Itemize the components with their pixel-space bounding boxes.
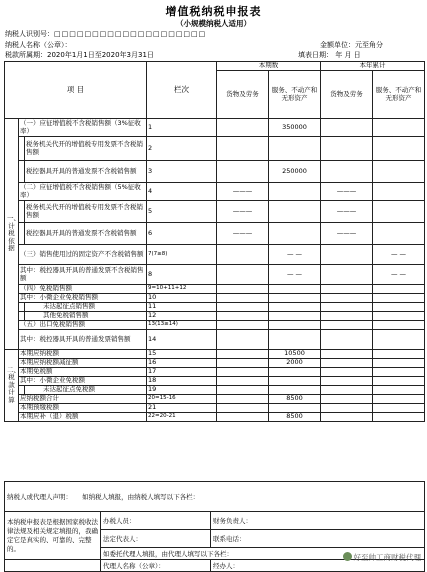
row-line: 20=15-16 bbox=[147, 395, 217, 404]
self-fill-note: 如纳税人填报，由纳税人填写以下各栏： bbox=[82, 492, 200, 501]
row-line: 21 bbox=[147, 404, 217, 413]
row-line: 8 bbox=[147, 265, 217, 285]
row-ytd-services[interactable] bbox=[373, 413, 425, 422]
row-line: 16 bbox=[147, 359, 217, 368]
row-item: 本期应补（退）税额 bbox=[19, 413, 147, 422]
row-ytd-goods[interactable] bbox=[321, 330, 373, 350]
row-ytd-services[interactable] bbox=[373, 395, 425, 404]
declaration-row bbox=[5, 482, 425, 512]
row-ytd-goods[interactable] bbox=[321, 285, 373, 294]
row-item: 其中：税控器具开具的普通发票不含税销售额 bbox=[19, 265, 147, 285]
row-services[interactable] bbox=[269, 183, 321, 201]
row-ytd-goods[interactable] bbox=[321, 386, 373, 395]
row-ytd-goods[interactable] bbox=[321, 368, 373, 377]
row-ytd-services[interactable] bbox=[373, 377, 425, 386]
row-goods[interactable] bbox=[217, 395, 269, 404]
watermark bbox=[343, 552, 422, 563]
row-line: 3 bbox=[147, 161, 217, 183]
row-item: 本期预缴税额 bbox=[19, 404, 147, 413]
column-header-current: 本期数 bbox=[217, 62, 321, 71]
row-line: 11 bbox=[147, 303, 217, 312]
row-ytd-services[interactable] bbox=[373, 137, 425, 161]
row-ytd-goods[interactable] bbox=[321, 312, 373, 321]
row-line: 22=20-21 bbox=[147, 413, 217, 422]
row-goods[interactable] bbox=[217, 330, 269, 350]
column-header-line: 栏次 bbox=[147, 62, 217, 119]
row-ytd-services[interactable]: — — bbox=[373, 265, 425, 285]
column-header-ytd-goods: 货物及劳务 bbox=[321, 71, 373, 119]
declaration-label: 纳税人或代理人声明： bbox=[7, 492, 72, 501]
taxpayer-id-label: 纳税人识别号： bbox=[5, 30, 54, 38]
row-services[interactable] bbox=[269, 368, 321, 377]
row-ytd-services[interactable] bbox=[373, 359, 425, 368]
row-line: 13(13≥14) bbox=[147, 321, 217, 330]
row-ytd-goods[interactable] bbox=[321, 350, 373, 359]
row-item: 未达起征点销售额 bbox=[25, 303, 147, 312]
row-services[interactable]: 8500 bbox=[269, 413, 321, 422]
row-line: 19 bbox=[147, 386, 217, 395]
agent-fill-note: 如委托代理人填报，由代理人填写以下各栏： bbox=[101, 548, 425, 560]
row-ytd-goods[interactable] bbox=[321, 395, 373, 404]
row-line: 6 bbox=[147, 223, 217, 245]
row-services[interactable] bbox=[269, 201, 321, 223]
section-tax-calc-label: 二、税款计算 bbox=[5, 350, 19, 422]
row-goods[interactable] bbox=[217, 359, 269, 368]
row-goods[interactable] bbox=[217, 303, 269, 312]
row-ytd-services[interactable] bbox=[373, 303, 425, 312]
finance-head-field[interactable]: 财务负责人： bbox=[211, 512, 425, 530]
row-ytd-services[interactable] bbox=[373, 350, 425, 359]
phone-field[interactable]: 联系电话： bbox=[211, 530, 425, 548]
row-ytd-goods[interactable] bbox=[321, 245, 373, 265]
row-item: 税控器具开具的普通发票不含税销售额 bbox=[25, 161, 147, 183]
declaration-table bbox=[4, 61, 425, 422]
row-line: 15 bbox=[147, 350, 217, 359]
column-header-item: 项 目 bbox=[5, 62, 147, 119]
row-item: （五）出口免税销售额 bbox=[19, 321, 147, 330]
row-goods[interactable]: ——— bbox=[217, 223, 269, 245]
row-services[interactable]: — — bbox=[269, 265, 321, 285]
row-item: 其中：税控器具开具的普通发票销售额 bbox=[19, 330, 147, 350]
handler-field[interactable]: 办税人员： bbox=[101, 512, 211, 530]
row-services[interactable] bbox=[269, 223, 321, 245]
row-goods[interactable] bbox=[217, 377, 269, 386]
row-ytd-goods[interactable] bbox=[321, 404, 373, 413]
row-goods[interactable] bbox=[217, 285, 269, 294]
row-goods[interactable]: ——— bbox=[217, 201, 269, 223]
row-services[interactable] bbox=[269, 377, 321, 386]
column-header-services: 服务、不动产和无形资产 bbox=[269, 71, 321, 119]
taxpayer-name-label: 纳税人名称（公章）： bbox=[5, 41, 72, 49]
row-item: 税控器具开具的普通发票不含税销售额 bbox=[25, 223, 147, 245]
row-services[interactable] bbox=[269, 312, 321, 321]
row-item: （二）应征增值税不含税销售额（5%征收率） bbox=[19, 183, 147, 201]
row-ytd-goods[interactable] bbox=[321, 137, 373, 161]
row-services[interactable] bbox=[269, 330, 321, 350]
row-ytd-goods[interactable]: ——— bbox=[321, 201, 373, 223]
row-ytd-services[interactable] bbox=[373, 386, 425, 395]
row-item: 税务机关代开的增值税专用发票不含税销售额 bbox=[25, 137, 147, 161]
row-services[interactable]: 350000 bbox=[269, 119, 321, 137]
row-ytd-goods[interactable]: ——— bbox=[321, 183, 373, 201]
row-item: 本期应纳税额减征额 bbox=[19, 359, 147, 368]
row-item: （四）免税销售额 bbox=[19, 285, 147, 294]
row-item: 未达起征点免税额 bbox=[25, 386, 147, 395]
row-goods[interactable] bbox=[217, 350, 269, 359]
row-ytd-services[interactable] bbox=[373, 285, 425, 294]
row-item: 其他免税销售额 bbox=[25, 312, 147, 321]
row-ytd-services[interactable] bbox=[373, 223, 425, 245]
row-services[interactable] bbox=[269, 404, 321, 413]
row-services[interactable]: 2000 bbox=[269, 359, 321, 368]
row-item: （三）销售使用过的固定资产不含税销售额 bbox=[19, 245, 147, 265]
row-item: 税务机关代开的增值税专用发票不含税销售额 bbox=[25, 201, 147, 223]
row-services[interactable] bbox=[269, 137, 321, 161]
row-ytd-services[interactable] bbox=[373, 183, 425, 201]
row-services[interactable]: 8500 bbox=[269, 395, 321, 404]
row-goods[interactable]: ——— bbox=[217, 183, 269, 201]
row-goods[interactable] bbox=[217, 245, 269, 265]
section-tax-basis-label: 一、计税依据 bbox=[5, 119, 19, 350]
currency-unit: 金额单位：元至角分 bbox=[320, 41, 383, 49]
row-goods[interactable] bbox=[217, 294, 269, 303]
row-item: （一）应征增值税不含税销售额（3%征收率） bbox=[19, 119, 147, 137]
row-goods[interactable] bbox=[217, 137, 269, 161]
column-header-goods: 货物及劳务 bbox=[217, 71, 269, 119]
row-ytd-goods[interactable] bbox=[321, 359, 373, 368]
agent-name-field[interactable]: 代理人名称（公章）： bbox=[101, 560, 211, 572]
legal-rep-field[interactable]: 法定代表人： bbox=[101, 530, 211, 548]
row-line: 12 bbox=[147, 312, 217, 321]
row-ytd-services[interactable] bbox=[373, 330, 425, 350]
row-services[interactable] bbox=[269, 285, 321, 294]
row-services[interactable] bbox=[269, 321, 321, 330]
row-services[interactable] bbox=[269, 294, 321, 303]
wechat-icon bbox=[343, 552, 352, 561]
row-ytd-services[interactable] bbox=[373, 321, 425, 330]
row-line: 1 bbox=[147, 119, 217, 137]
row-item: 其中：小微企业免税销售额 bbox=[19, 294, 147, 303]
row-services[interactable]: 10500 bbox=[269, 350, 321, 359]
row-ytd-services[interactable] bbox=[373, 368, 425, 377]
row-ytd-services[interactable] bbox=[373, 161, 425, 183]
row-item: 本期应纳税额 bbox=[19, 350, 147, 359]
form-title: 增值税纳税申报表 bbox=[165, 5, 262, 18]
row-ytd-goods[interactable]: ——— bbox=[321, 223, 373, 245]
row-goods[interactable] bbox=[217, 404, 269, 413]
row-ytd-services[interactable]: — — bbox=[373, 245, 425, 265]
row-goods[interactable] bbox=[217, 386, 269, 395]
row-goods[interactable] bbox=[217, 321, 269, 330]
fill-date: 填表日期： 年 月 日 bbox=[298, 51, 361, 59]
row-goods[interactable] bbox=[217, 368, 269, 377]
row-item: 其中：小微企业免税额 bbox=[19, 377, 147, 386]
row-goods[interactable] bbox=[217, 413, 269, 422]
watermark-text: 好至帅工商财税代理 bbox=[353, 553, 421, 562]
row-line: 5 bbox=[147, 201, 217, 223]
row-ytd-goods[interactable] bbox=[321, 413, 373, 422]
form-subtitle: （小规模纳税人适用） bbox=[176, 19, 251, 28]
row-ytd-services[interactable] bbox=[373, 312, 425, 321]
row-ytd-goods[interactable] bbox=[321, 303, 373, 312]
row-services[interactable]: 250000 bbox=[269, 161, 321, 183]
row-line: 18 bbox=[147, 377, 217, 386]
row-ytd-services[interactable] bbox=[373, 201, 425, 223]
row-line: 9=10+11+12 bbox=[147, 285, 217, 294]
row-ytd-goods[interactable] bbox=[321, 294, 373, 303]
row-ytd-goods[interactable] bbox=[321, 161, 373, 183]
row-line: 7(7≥8) bbox=[147, 245, 217, 265]
row-line: 17 bbox=[147, 368, 217, 377]
column-header-ytd-services: 服务、不动产和无形资产 bbox=[373, 71, 425, 119]
row-goods[interactable] bbox=[217, 161, 269, 183]
taxpayer-id-boxes[interactable]: □□□□□□□□□□□□□□□□□□□□ bbox=[54, 30, 207, 38]
row-services[interactable] bbox=[269, 386, 321, 395]
row-ytd-goods[interactable] bbox=[321, 119, 373, 137]
row-goods[interactable] bbox=[217, 265, 269, 285]
tax-period: 税款所属期：2020年1月1日至2020年3月31日 bbox=[5, 51, 154, 59]
row-line: 2 bbox=[147, 137, 217, 161]
row-item: 应纳税额合计 bbox=[19, 395, 147, 404]
taxpayer-id-row bbox=[5, 30, 206, 39]
row-goods[interactable] bbox=[217, 119, 269, 137]
row-line: 4 bbox=[147, 183, 217, 201]
row-ytd-goods[interactable] bbox=[321, 321, 373, 330]
row-ytd-services[interactable] bbox=[373, 294, 425, 303]
row-line: 10 bbox=[147, 294, 217, 303]
declaration-text: 本纳税申报表是根据国家税收法律法规及相关规定填报的，我确定它是真实的、可靠的、完整的。 bbox=[5, 512, 101, 560]
row-ytd-services[interactable] bbox=[373, 119, 425, 137]
row-services[interactable]: — — bbox=[269, 245, 321, 265]
row-goods[interactable] bbox=[217, 312, 269, 321]
row-item: 本期免税额 bbox=[19, 368, 147, 377]
row-line: 14 bbox=[147, 330, 217, 350]
row-services[interactable] bbox=[269, 303, 321, 312]
row-ytd-goods[interactable] bbox=[321, 265, 373, 285]
row-ytd-goods[interactable] bbox=[321, 377, 373, 386]
row-ytd-services[interactable] bbox=[373, 404, 425, 413]
agent-handler-field[interactable]: 经办人： bbox=[211, 560, 425, 572]
column-header-ytd: 本年累计 bbox=[321, 62, 425, 71]
